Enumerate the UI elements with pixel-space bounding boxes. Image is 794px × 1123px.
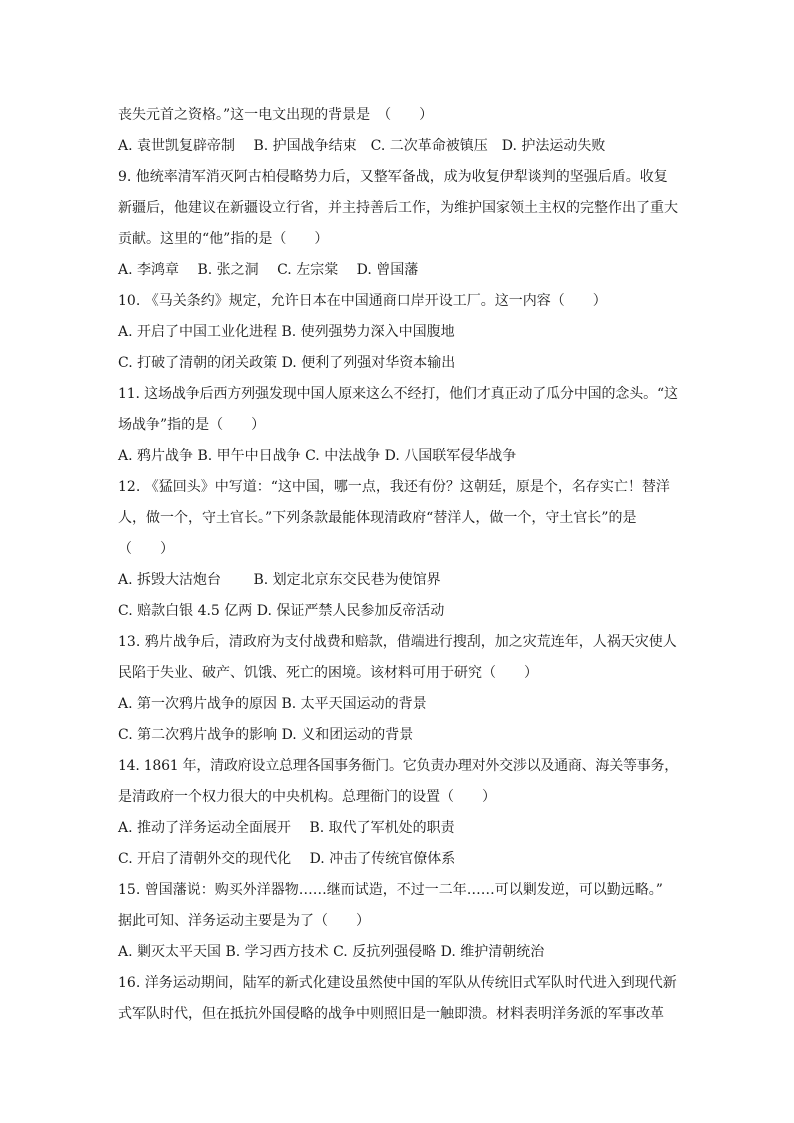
text-line: 是清政府一个权力很大的中央机构。总理衙门的设置（ ） [118, 789, 496, 805]
text-line: 人，做一个，守土官长。”下列条款最能体现清政府“替洋人，做一个，守土官长”的是 [118, 510, 637, 526]
option-line: A. 鸦片战争 B. 甲午中日战争 C. 中法战争 D. 八国联军侵华战争 [118, 448, 517, 464]
text-line: 贡献。这里的“他”指的是（ ） [118, 231, 329, 247]
option-line: C. 开启了清朝外交的现代化 D. 冲击了传统官僚体系 [118, 851, 456, 867]
option-line: A. 剿灭太平天国 B. 学习西方技术 C. 反抗列强侵略 D. 维护清朝统治 [118, 944, 545, 960]
question-16-line: 16. 洋务运动期间，陆军的新式化建设虽然使中国的军队从传统旧式军队时代进入到现代新 [118, 975, 677, 991]
text-line: 据此可知、洋务运动主要是为了（ ） [118, 913, 370, 929]
option-line: A. 推动了洋务运动全面展开 B. 取代了军机处的职责 [118, 820, 455, 836]
question-10-line: 10. 《马关条约》规定，允许日本在中国通商口岸开设工厂。这一内容（ ） [118, 293, 607, 309]
option-line: C. 打破了清朝的闭关政策 D. 便利了列强对华资本输出 [118, 355, 456, 371]
text-line: 新疆后，他建议在新疆设立行省，并主持善后工作，为维护国家领土主权的完整作出了重大 [118, 200, 678, 216]
option-line: A. 袁世凯复辟帝制 B. 护国战争结束 C. 二次革命被镇压 D. 护法运动失败 [118, 138, 606, 154]
question-15-line: 15. 曾国藩说：购买外洋器物……继而试造，不过一二年……可以剿发逆，可以勤远略。” [118, 882, 663, 898]
option-line: A. 开启了中国工业化进程 B. 使列强势力深入中国腹地 [118, 324, 455, 340]
option-line: A. 第一次鸦片战争的原因 B. 太平天国运动的背景 [118, 696, 427, 712]
text-line: 民陷于失业、破产、饥饿、死亡的困境。该材料可用于研究（ ） [118, 665, 538, 681]
question-11-line: 11. 这场战争后西方列强发现中国人原来这么不经打，他们才真正动了瓜分中国的念头。“这 [118, 386, 678, 402]
option-line: C. 赔款白银 4.5 亿两 D. 保证严禁人民参加反帝活动 [118, 603, 445, 619]
option-line: C. 第二次鸦片战争的影响 D. 义和团运动的背景 [118, 727, 414, 743]
exam-page [118, 100, 678, 1030]
question-9-line: 9. 他统率清军消灭阿古柏侵略势力后，又整军备战，成为收复伊犁谈判的坚强后盾。收复 [118, 169, 668, 185]
option-line: A. 拆毁大沽炮台 B. 划定北京东交民巷为使馆界 [118, 572, 441, 588]
question-13-line: 13. 鸦片战争后，清政府为支付战费和赔款，借端进行搜刮，加之灾荒连年，人祸天灾使人 [118, 634, 677, 650]
option-line: A. 李鸿章 B. 张之洞 C. 左宗棠 D. 曾国藩 [118, 262, 419, 278]
text-line: 丧失元首之资格。”这一电文出现的背景是 （ ） [118, 107, 434, 123]
question-12-line: 12. 《猛回头》中写道：“这中国，哪一点，我还有份？这朝廷，原是个，名存实亡！替洋 [118, 479, 670, 495]
text-line: 场战争”指的是（ ） [118, 417, 266, 433]
text-line: 式军队时代，但在抵抗外国侵略的战争中则照旧是一触即溃。材料表明洋务派的军事改革 [118, 1006, 664, 1022]
text-line: （ ） [118, 541, 174, 557]
question-14-line: 14. 1861 年，清政府设立总理各国事务衙门。它负责办理对外交涉以及通商、海关等事务， [118, 758, 678, 774]
